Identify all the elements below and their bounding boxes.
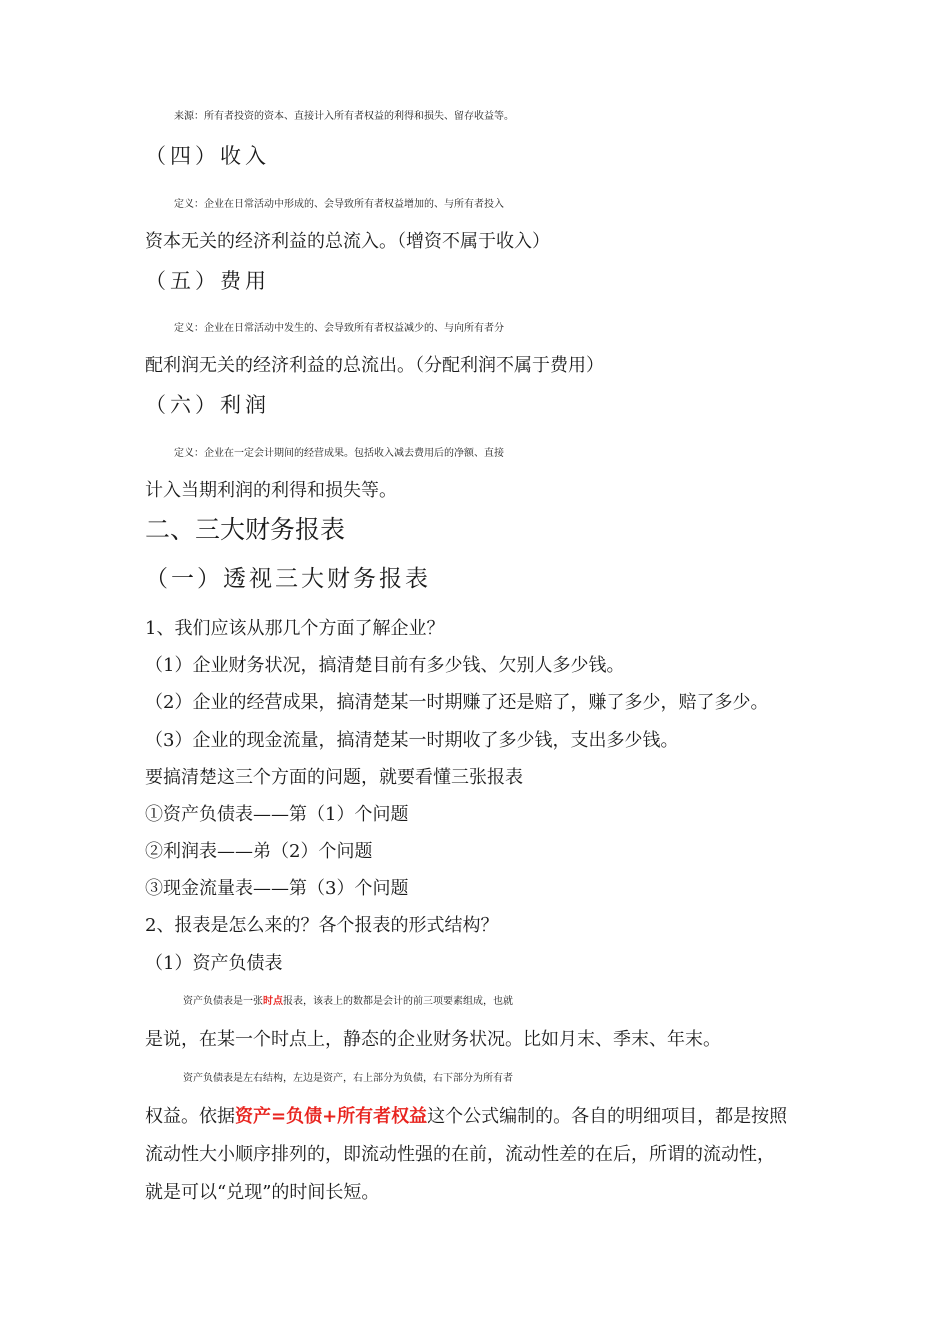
bs-para2-line3: 流动性大小顺序排列的，即流动性强的在前，流动性差的在后，所谓的流动性， [145, 1144, 775, 1165]
highlight-formula: 资产=负债+所有者权益 [235, 1106, 428, 1127]
list-item: （2）企业的经营成果，搞清楚某一时期赚了还是赔了，赚了多少，赔了多少。 [145, 692, 769, 713]
profit-def-line1: 定义：企业在一定会计期间的经营成果。包括收入减去费用后的净额、直接 [174, 448, 504, 459]
highlight-point-in-time: 时点 [263, 996, 283, 1007]
heading-three-statements: 二、三大财务报表 [145, 515, 346, 544]
expense-def-line2: 配利润无关的经济利益的总流出。（分配利润不属于费用） [145, 355, 604, 376]
report-item: ②利润表——弟（2）个问题 [145, 841, 373, 862]
balance-sheet-title: （1）资产负债表 [145, 953, 283, 974]
heading-profit: （六）利润 [145, 393, 270, 417]
bs-para1-line1 [183, 989, 848, 1015]
question-1: 1、我们应该从那几个方面了解企业？ [145, 618, 445, 639]
heading-expense: （五）费用 [145, 269, 270, 293]
list-item: （1）企业财务状况，搞清楚目前有多少钱、欠别人多少钱。 [145, 655, 625, 676]
report-item: ①资产负债表——第（1）个问题 [145, 804, 409, 825]
source-line: 来源：所有者投资的资本、直接计入所有者权益的利得和损失、留存收益等。 [174, 111, 514, 122]
bs-para2-line4: 就是可以“兑现”的时间长短。 [145, 1182, 380, 1203]
report-item: ③现金流量表——第（3）个问题 [145, 878, 409, 899]
question-2: 2、报表是怎么来的？各个报表的形式结构？ [145, 915, 499, 936]
need-line: 要搞清楚这三个方面的问题，就要看懂三张报表 [145, 767, 523, 788]
text-run: 资产负债表是一张 [183, 996, 263, 1007]
heading-overview: （一）透视三大财务报表 [145, 566, 431, 592]
income-def-line1: 定义：企业在日常活动中形成的、会导致所有者权益增加的、与所有者投入 [174, 199, 504, 210]
expense-def-line1: 定义：企业在日常活动中发生的、会导致所有者权益减少的、与向所有者分 [174, 323, 504, 334]
bs-para2-line1: 资产负债表是左右结构，左边是资产，右上部分为负债，右下部分为所有者 [183, 1073, 513, 1084]
profit-def-line2: 计入当期利润的利得和损失等。 [145, 480, 397, 501]
text-run: 报表，该表上的数都是会计的前三项要素组成，也就 [283, 996, 513, 1007]
text-run: 权益。依据 [145, 1106, 235, 1127]
text-run: 这个公式编制的。各自的明细项目，都是按照 [427, 1106, 788, 1127]
bs-para2-line2 [145, 1104, 810, 1130]
income-def-line2: 资本无关的经济利益的总流入。（增资不属于收入） [145, 231, 550, 252]
bs-para1-line2: 是说，在某一个时点上，静态的企业财务状况。比如月末、季末、年末。 [145, 1029, 721, 1050]
list-item: （3）企业的现金流量，搞清楚某一时期收了多少钱，支出多少钱。 [145, 730, 679, 751]
heading-income: （四）收入 [145, 144, 270, 168]
